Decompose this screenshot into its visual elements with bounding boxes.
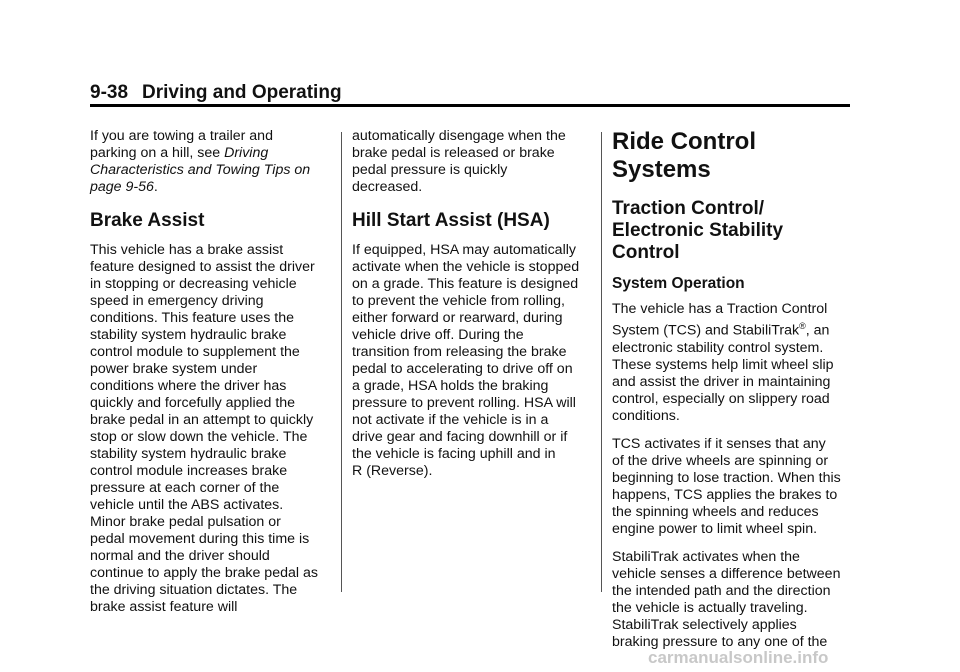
cross-reference-link[interactable]: Driving [224,145,269,161]
cross-reference-link[interactable]: page 9-56 [90,179,154,195]
system-operation-heading: System Operation [612,275,745,292]
tcs-intro-paragraph [612,301,858,425]
text-line: decreased. [352,179,423,195]
text-line: vehicle until the ABS activates. [90,497,284,513]
text-line: not activate if the vehicle is in a [352,412,549,428]
text-fragment: , an [805,322,830,339]
page-number: 9-38 [90,82,129,103]
column-2 [352,128,592,491]
text-line: either forward or rearward, during [352,310,563,326]
tcs-activation-paragraph [612,436,858,538]
text-line: of the drive wheels are spinning or [612,452,829,469]
text-line: normal and the driver should [90,548,270,564]
text-line: to prevent the vehicle from rolling, [352,293,565,309]
hsa-paragraph [352,242,592,480]
text-line: the intended path and the direction [612,582,831,599]
text-line: automatically disengage when the [352,128,566,144]
column-1 [90,128,336,627]
text-line: speed in emergency driving [90,293,264,309]
text-line: stability system hydraulic brake [90,446,287,462]
text-line: brake pedal in an attempt to quickly [90,412,314,428]
text-fragment: System (TCS) and StabiliTrak [612,322,800,339]
text-line: power brake system under [90,361,258,377]
text-line: R (Reverse). [352,463,433,479]
text-line: brake pedal is released or brake [352,145,555,161]
text-line [90,179,336,196]
text-line: activate when the vehicle is stopped [352,259,580,275]
heading-line: Control [612,242,680,263]
section-title: Driving and Operating [142,82,342,103]
text-line: a grade, HSA holds the braking [352,378,549,394]
text-line: StabiliTrak selectively applies [612,616,797,633]
text-line: vehicle senses a difference between [612,565,841,582]
towing-paragraph [90,128,336,196]
text-line: pedal to accelerating to drive off on [352,361,573,377]
brake-assist-heading: Brake Assist [90,210,205,231]
text-line: and assist the driver in maintaining [612,373,831,390]
text-line: quickly and forcefully applied the [90,395,296,411]
column-divider [601,132,602,592]
brake-assist-continuation [352,128,592,196]
text-line: feature designed to assist the driver [90,259,315,275]
text-line: conditions where the driver has [90,378,287,394]
hsa-heading: Hill Start Assist (HSA) [352,210,550,231]
text-line: on a grade. This feature is designed [352,276,579,292]
text-line: conditions. [612,407,680,424]
watermark: carmanualsonline.info [648,648,829,667]
text-line [90,145,336,162]
ride-control-heading: Ride Control Systems [612,128,756,183]
text-line: pressure to prevent rolling. HSA will [352,395,576,411]
text-fragment: parking on a hill, see [90,145,225,161]
text-line: drive gear and facing downhill or if [352,429,568,445]
text-line: brake assist feature will [90,599,238,615]
text-line: control module increases brake [90,463,288,479]
text-line: the vehicle is actually traveling. [612,599,808,616]
text-line: These systems help limit wheel slip [612,356,834,373]
column-3 [612,128,858,662]
text-line: pedal pressure is quickly [352,162,508,178]
header-rule [90,104,850,107]
text-line: stability system hydraulic brake [90,327,287,343]
stabilitrak-paragraph [612,549,858,651]
text-line: pressure at each corner of the [90,480,280,496]
text-line: braking pressure to any one of the [612,633,828,650]
text-fragment: . [153,179,158,195]
cross-reference-link[interactable]: Characteristics and Towing Tips on [90,162,311,178]
text-line: control, especially on slippery road [612,390,830,407]
text-line: electronic stability control system. [612,339,824,356]
text-line: the driving situation dictates. The [90,582,298,598]
column-divider [341,132,342,592]
text-line: Minor brake pedal pulsation or [90,514,281,530]
heading-line: Traction Control/ [612,198,764,219]
text-line: beginning to lose traction. When this [612,469,841,486]
text-line: transition from releasing the brake [352,344,567,360]
page-header [90,82,850,104]
text-line: StabiliTrak activates when the [612,548,800,565]
text-line: vehicle drive off. During the [352,327,524,343]
text-line: pedal movement during this time is [90,531,310,547]
text-line: The vehicle has a Traction Control [612,301,828,317]
text-line [612,318,858,340]
text-line: control module to supplement the [90,344,300,360]
text-line: TCS activates if it senses that any [612,435,826,452]
text-line: stop or slow down the vehicle. The [90,429,308,445]
text-line: the spinning wheels and reduces [612,503,819,520]
text-line: engine power to limit wheel spin. [612,520,818,537]
text-line: continue to apply the brake pedal as [90,565,318,581]
text-line: in stopping or decreasing vehicle [90,276,297,292]
text-line: This vehicle has a brake assist [90,242,284,258]
traction-control-heading [612,198,858,264]
text-line: If you are towing a trailer and [90,128,273,144]
text-line: happens, TCS applies the brakes to [612,486,838,503]
brake-assist-paragraph [90,242,336,616]
registered-mark: ® [799,321,806,331]
text-line: If equipped, HSA may automatically [352,242,576,258]
heading-line: Electronic Stability [612,220,784,241]
text-line: conditions. This feature uses the [90,310,295,326]
text-line: the vehicle is facing uphill and in [352,446,556,462]
